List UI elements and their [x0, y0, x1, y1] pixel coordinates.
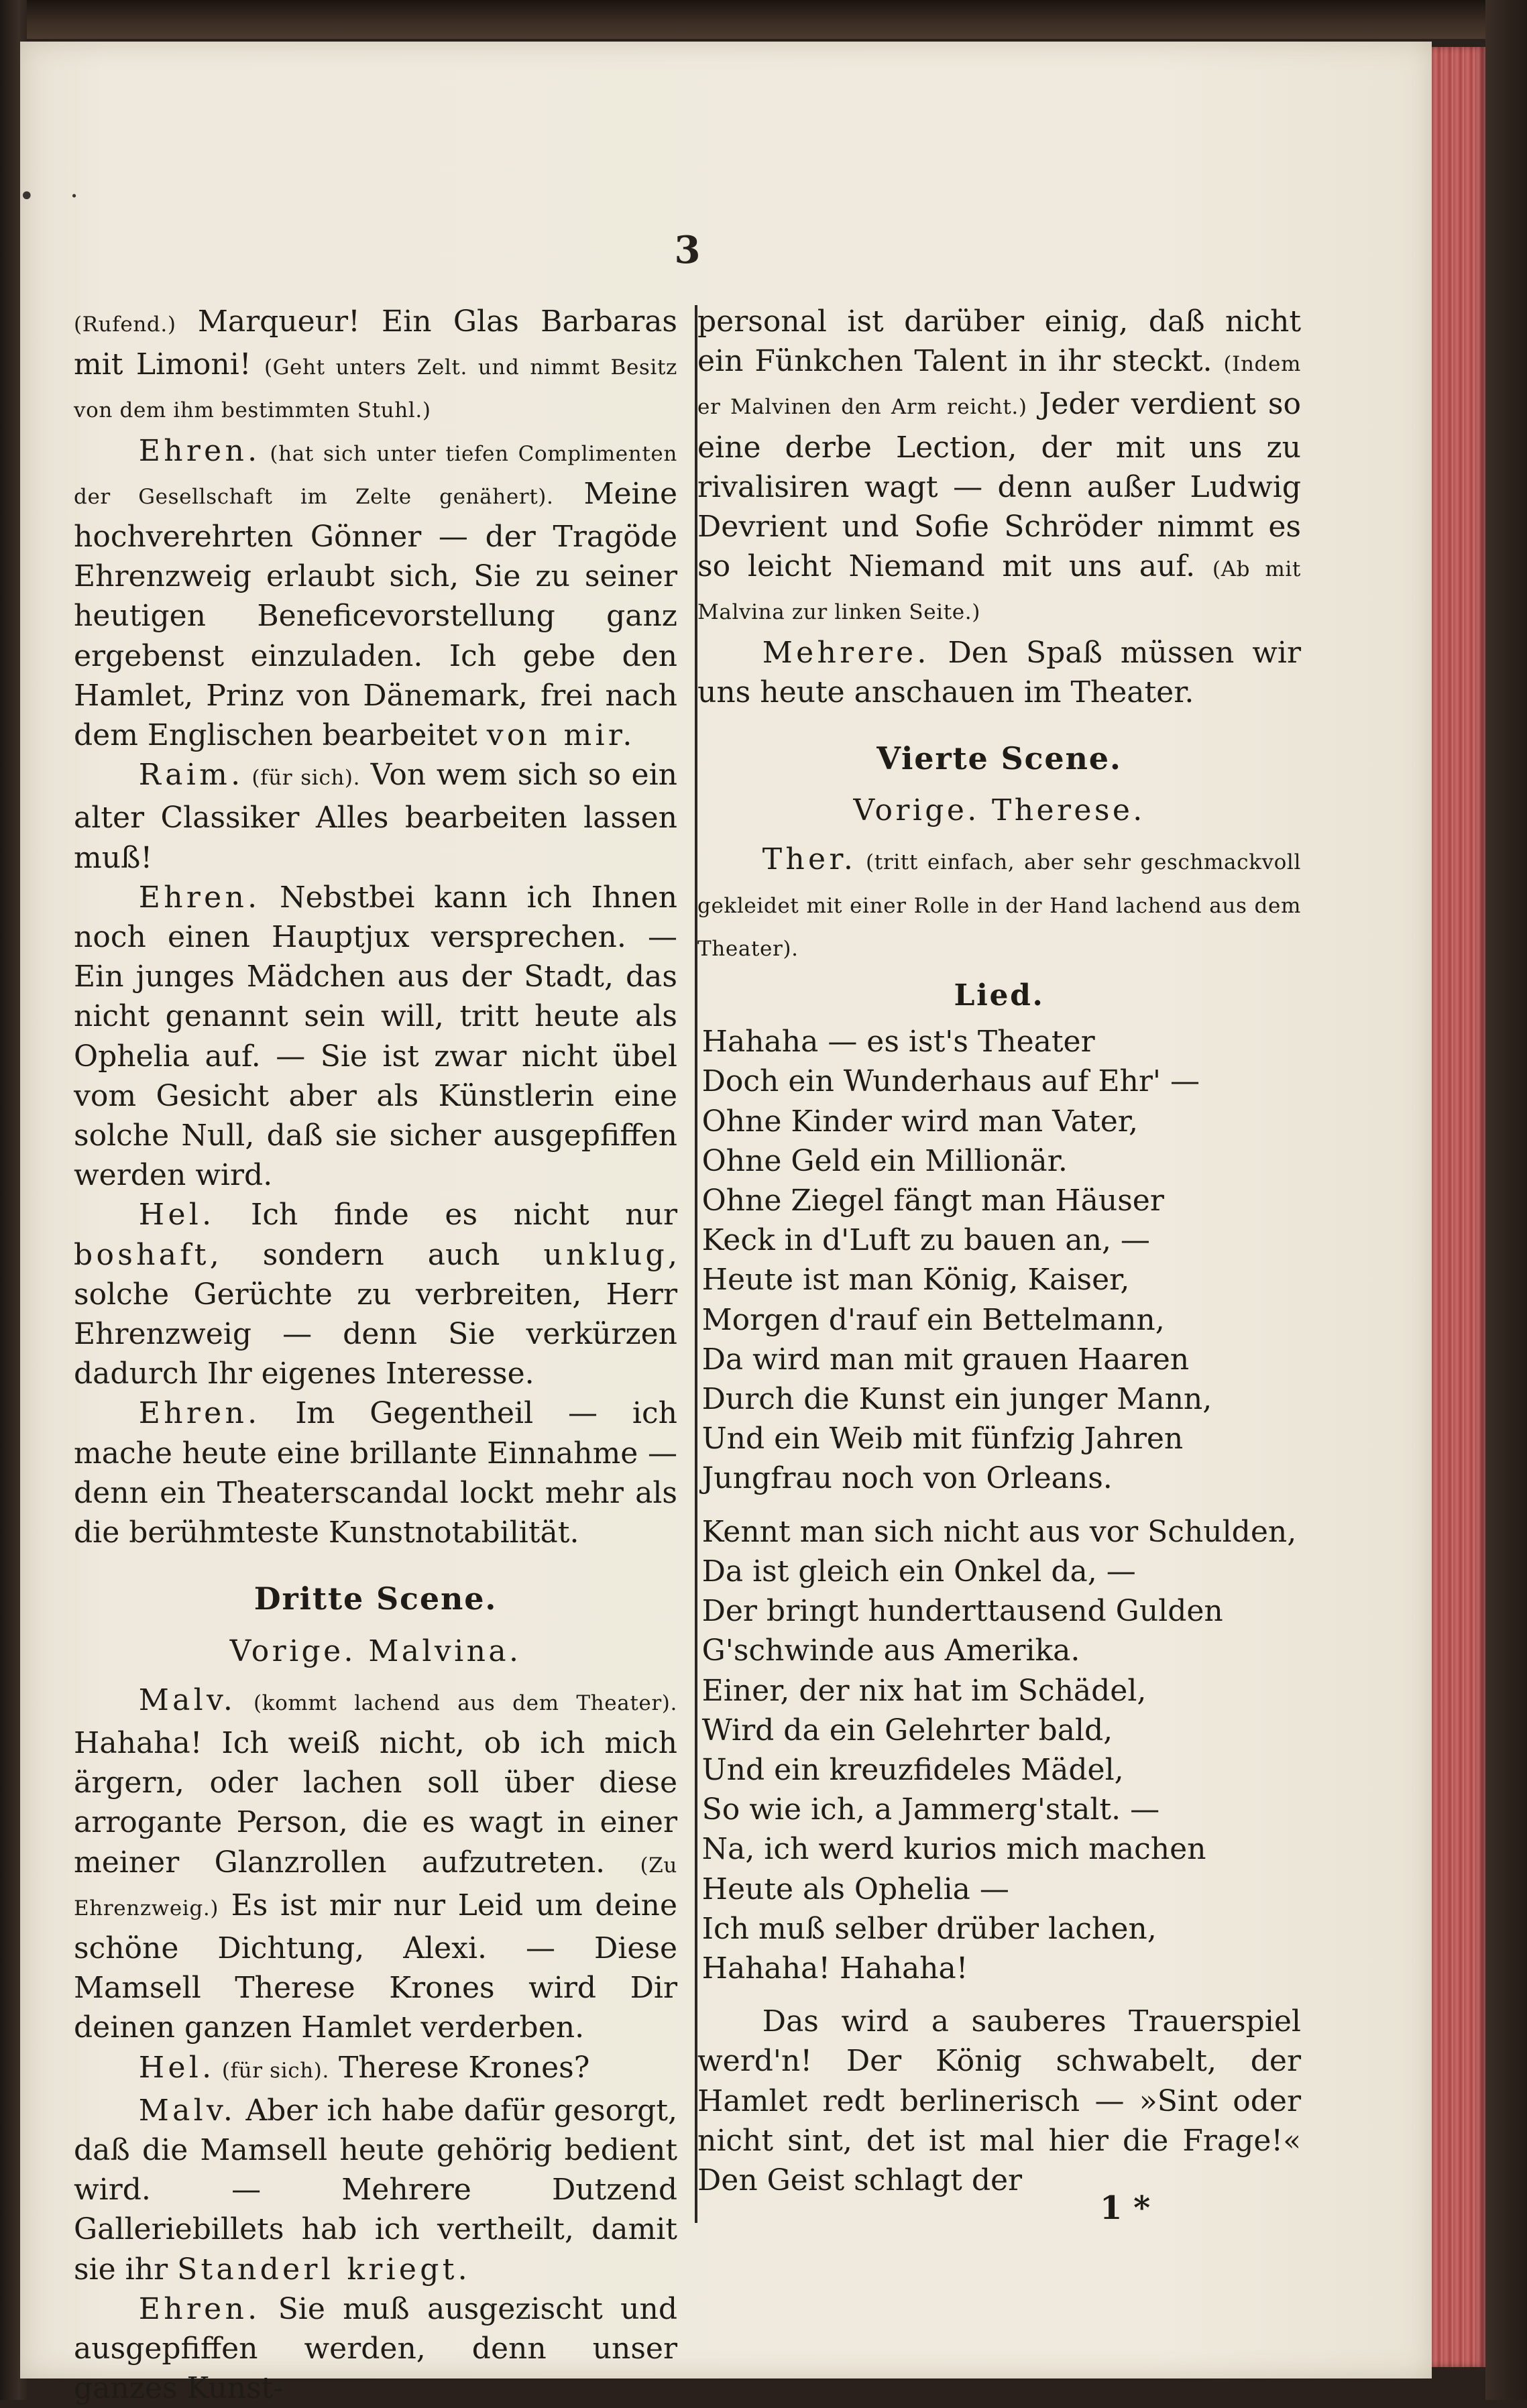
speech-text: Ich finde es nicht nur: [215, 1198, 677, 1232]
verse-line: Ich muß selber drüber lachen,: [701, 1911, 1157, 1946]
speaker-name: Hel.: [138, 2050, 215, 2085]
speaker-name: Malv.: [138, 1682, 237, 1717]
speech-block: [697, 840, 1301, 969]
stage-direction: (tritt einfach, aber sehr geschmackvoll gekleidet mit einer Rolle in der Hand lachend aus dem Theater).: [697, 850, 1301, 961]
speaker-name: Malv.: [138, 2093, 237, 2128]
stage-direction: (für sich).: [215, 2058, 329, 2083]
verse-line: Und ein kreuzfideles Mädel,: [701, 1752, 1124, 1787]
speech-text: Das wird a sauberes Trauerspiel werd'n! Der König schwabelt, der Hamlet redt berlinerisch —: [697, 2004, 1301, 2118]
speech-block: [74, 1393, 677, 1552]
speech-text: Hahaha! Ich weiß nicht, ob ich mich ärgern, oder lachen soll über diese arrogante Person, die es wagt in einer meiner Glanzrollen aufzutreten.: [74, 1725, 677, 1880]
verse-line: Einer, der nix hat im Schädel,: [701, 1673, 1147, 1708]
page-edges: [1432, 47, 1485, 2367]
speech-block: [74, 2289, 677, 2408]
verse-line: Doch ein Wunderhaus auf Ehr' —: [701, 1064, 1200, 1099]
emphasized-text: unklug: [543, 1237, 668, 1272]
speech-text: , sondern auch: [209, 1237, 544, 1272]
stage-direction: (Geht unters Zelt. und nimmt Besitz von dem ihm bestimmten Stuhl.): [74, 355, 678, 423]
verse-line: Na, ich werd kurios mich machen: [701, 1832, 1206, 1867]
verse-line: Da wird man mit grauen Haaren: [701, 1342, 1190, 1377]
verse-line: Heute ist man König, Kaiser,: [701, 1263, 1130, 1298]
speaker-name: Ehren.: [138, 433, 261, 468]
verse-line: Ohne Kinder wird man Vater,: [701, 1104, 1138, 1139]
verse-line: Hahaha! Hahaha!: [701, 1951, 968, 1986]
speech-block: [697, 2002, 1301, 2200]
speech-block: [74, 1680, 677, 2048]
speaker-name: Ther.: [762, 842, 857, 877]
verse-1: [697, 1022, 1301, 1498]
speech-text: Jeder verdient so eine derbe Lection, der mit uns zu rivalisiren wagt — denn außer Ludwig Devrient und Sofie Schröder nimmt es so leicht Niemand mit uns auf.: [697, 387, 1301, 584]
verse-line: Ohne Ziegel fängt man Häuser: [701, 1184, 1164, 1218]
speech-block: [74, 1195, 677, 1393]
verse-line: Und ein Weib mit fünfzig Jahren: [701, 1422, 1184, 1456]
signature-mark: 1 *: [1100, 2189, 1151, 2227]
song-title: Lied.: [954, 978, 1045, 1013]
speech-text: Im Gegentheil — ich mache heute eine brillante Einnahme — denn ein Theaterscandal lockt mehr als die berühmteste Kunstnotabilität.: [74, 1396, 677, 1550]
verse-line: G'schwinde aus Amerika.: [701, 1633, 1080, 1668]
speech-text: Es ist mir nur Leid um deine schöne Dichtung, Alexi. — Diese Mamsell Therese Krones wird Dir deinen ganzen Hamlet verderben.: [74, 1888, 677, 2045]
verse-gap: [697, 1499, 1301, 1512]
verse-line: Keck in d'Luft zu bauen an, —: [701, 1223, 1150, 1258]
stage-direction: (kommt lachend aus dem Theater).: [236, 1690, 677, 1715]
verse-line: Hahaha — es ist's Theater: [701, 1025, 1095, 1059]
speaker-name: Ehren.: [138, 2291, 261, 2326]
scene-heading: Vierte Scene.: [876, 740, 1122, 777]
speech-block: [74, 302, 677, 431]
speech-block: [74, 755, 677, 878]
speech-text: Sie muß ausgezischt und ausgepfiffen werden, denn unser ganzes Kunst-: [74, 2291, 677, 2406]
stage-direction: (Indem er Malvinen den Arm reicht.): [697, 352, 1301, 420]
verse-line: Der bringt hunderttausend Gulden: [701, 1594, 1223, 1629]
speech-text: , solche Gerüchte zu verbreiten, Herr Ehrenzweig — denn Sie verkürzen dadurch Ihr eigenes Interesse.: [74, 1237, 677, 1391]
emphasized-text: Standerl kriegt.: [177, 2252, 471, 2287]
speaker-name: Ehren.: [138, 880, 261, 915]
stage-direction: (für sich).: [243, 766, 361, 791]
verse-line: Jungfrau noch von Orleans.: [701, 1461, 1113, 1496]
verse-line: Da ist gleich ein Onkel da, —: [701, 1554, 1136, 1589]
emphasized-text: von mir.: [486, 718, 636, 753]
verse-line: Wird da ein Gelehrter bald,: [701, 1713, 1113, 1747]
speaker-name: Raim.: [138, 758, 244, 793]
scene-heading: Dritte Scene.: [253, 1581, 498, 1617]
speech-text: Meine hochverehrten Gönner — der Tragöde Ehrenzweig erlaubt sich, Sie zu seiner heutigen Beneficevorstellung ganz ergebenst einzuladen. Ich gebe den Hamlet, Prinz von Dänemark, frei nach dem Englischen bearbeitet: [74, 476, 677, 753]
verse-line: Ohne Geld ein Millionär.: [701, 1143, 1068, 1178]
stage-direction: (Zu Ehrenzweig.): [74, 1853, 677, 1920]
left-column: [74, 302, 678, 2406]
speech-text: Nebstbei kann ich Ihnen noch einen Hauptjux versprechen. — Ein junges Mädchen aus der Stadt, das nicht genannt sein will, tritt heute als Ophelia auf. — Sie ist zwar nicht übel vom Gesicht aber als Künstlerin eine solche Null, daß sie sicher ausgepfiffen werden wird.: [74, 880, 677, 1193]
speaker-name: Mehrere.: [762, 635, 930, 670]
verse-gap: [697, 1988, 1301, 2002]
quoted-text: »Sint oder nicht sint, det ist mal hier die Frage!«: [697, 2083, 1301, 2158]
speech-text: Den Geist schlagt der: [697, 2163, 1023, 2197]
speech-text: Marqueur! Ein Glas Barbaras mit Limoni!: [74, 304, 677, 382]
stage-direction: (Ab mit Malvina zur linken Seite.): [697, 557, 1301, 625]
page-number: 3: [674, 228, 701, 272]
right-column: [697, 302, 1301, 2233]
speech-text: Den Spaß müssen wir uns heute anschauen im Theater.: [697, 635, 1301, 709]
emphasized-text: boshaft: [74, 1237, 210, 1272]
speech-block: [74, 2091, 677, 2289]
verse-line: Kennt man sich nicht aus vor Schulden,: [701, 1514, 1297, 1549]
speech-text: Von wem sich so ein alter Classiker Alles bearbeiten lassen muß!: [74, 758, 677, 875]
verse-line: So wie ich, a Jammerg'stalt. —: [701, 1792, 1160, 1827]
stage-direction: (Rufend.): [74, 312, 176, 337]
stage-direction: (hat sich unter tiefen Complimenten der Gesellschaft im Zelte genähert).: [74, 441, 677, 509]
speech-block: [74, 2048, 677, 2091]
speech-block: [697, 302, 1301, 633]
verse-line: Durch die Kunst ein junger Mann,: [701, 1382, 1212, 1417]
speech-text: personal ist darüber einig, daß nicht ein Fünkchen Talent in ihr steckt.: [697, 304, 1301, 379]
speech-block: [74, 431, 677, 756]
speech-block: [697, 633, 1301, 712]
scene-characters: Vorige. Malvina.: [229, 1633, 522, 1668]
book-cover-right: [1485, 0, 1527, 2400]
scene-characters: Vorige. Therese.: [853, 793, 1145, 828]
speaker-name: Ehren.: [138, 1396, 261, 1431]
speech-text: Therese Krones?: [329, 2050, 590, 2085]
verse-line: Heute als Ophelia —: [701, 1872, 1009, 1906]
verse-2: [697, 1512, 1301, 1988]
margin-marks: • ·: [19, 181, 93, 212]
speaker-name: Hel.: [138, 1198, 215, 1232]
speech-text: Aber ich habe dafür gesorgt, daß die Mamsell heute gehörig bedient wird. — Mehrere Dutzend Galleriebillets hab ich vertheilt, damit sie ihr: [74, 2093, 677, 2287]
speech-block: [74, 878, 677, 1196]
book-cover-top: [0, 0, 1527, 39]
verse-line: Morgen d'rauf ein Bettelmann,: [701, 1302, 1165, 1337]
